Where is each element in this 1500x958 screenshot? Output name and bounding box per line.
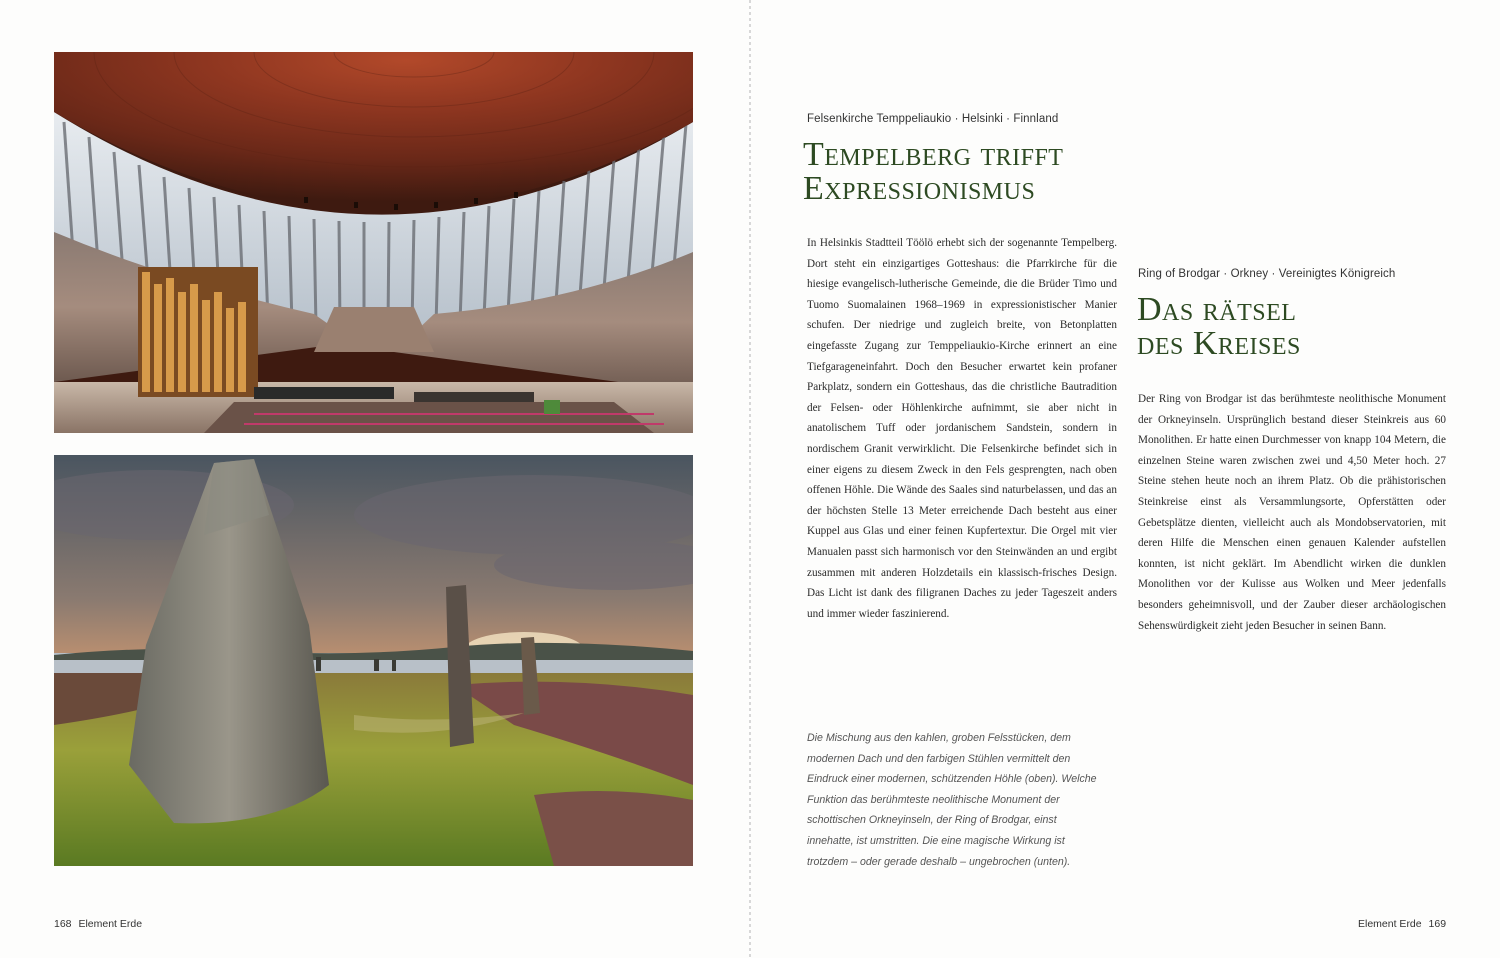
article2-body: Der Ring von Brodgar ist das berühmteste neolithische Monument der Orkneyinseln. Ursprünglich bestand dieser Steinkreis aus 60 Monolithen. Er hatte einen Durchmesser von knapp 104 Metern, die einzelnen Steine waren zwischen zwei und 4,50 Meter hoch. 27 Steine stehen heute noch an ihrem Platz. Ob die prähistorischen Steinkreise einst als Versammlungsorte, Opferstätten oder Gebetsplätze dienten, vielleicht auch als Mondobservatorien, mit deren Hilfe die Menschen einen genauen Kalender aufstellen konnten, ist nicht geklärt. Im Abendlicht wirken die dunklen Monolithen vor der Kulisse aus Wolken und Meer jedenfalls besonders geheimnisvoll, und der Zauber dieser archäologischen Sehenswürdigkeit zieht jeden Besucher in seinen Bann. [1138, 393, 1446, 632]
rock-church-photo [54, 52, 693, 433]
left-page [0, 0, 749, 958]
article1-title-line1: Tempelberg trifft [803, 136, 1064, 173]
article1-kicker: Felsenkirche Temppeliaukio · Helsinki · Finnland [807, 113, 1059, 125]
right-page [751, 0, 1500, 958]
standing-stones-illustration [54, 455, 693, 866]
article1-title-line2: Expressionismus [803, 170, 1036, 207]
rock-church-illustration [54, 52, 693, 433]
right-folio [1358, 918, 1446, 930]
article1-title [803, 138, 1063, 206]
article2-title-line2: des Kreises [1137, 325, 1301, 362]
left-page-number: 168 [54, 918, 72, 930]
right-page-number: 169 [1428, 918, 1447, 930]
right-section-label: Element Erde [1358, 918, 1422, 930]
article2-title-line1: Das rätsel [1137, 291, 1297, 328]
left-folio [54, 918, 142, 930]
photo-caption: Die Mischung aus den kahlen, groben Felsstücken, dem modernen Dach und den farbigen Stühlen vermittelt den Eindruck einer modernen, schützenden Höhle (oben). Welche Funktion das berühmteste neolithische Monument der schottischen Orkneyinseln, der Ring of Brodgar, einst innehatte, ist umstritten. Die eine magische Wirkung ist trotzdem – oder gerade deshalb – ungebrochen (unten). [807, 732, 1097, 868]
article2-title [1137, 293, 1301, 361]
article2-kicker: Ring of Brodgar · Orkney · Vereinigtes Königreich [1138, 268, 1396, 280]
standing-stones-photo [54, 455, 693, 866]
article1-body: In Helsinkis Stadtteil Töölö erhebt sich der sogenannte Tempelberg. Dort steht ein einzigartiges Gotteshaus: die Pfarrkirche für die hiesige evangelisch-lutherische Gemeinde, die die Brüder Timo und Tuomo Suomalainen 1968–1969 in expressionistischer Manier schufen. Der niedrige und zugleich breite, von Betonplatten eingefasste Zugang zur Temppeliaukio-Kirche erinnert an eine Tiefgarageneinfahrt. Doch den Besucher erwartet kein profaner Parkplatz, sondern ein Gotteshaus, das die christliche Bautradition der Felsen- oder Höhlenkirche aufnimmt, sie aber nicht in anatolischem Tuff oder jordanischem Sandstein, sondern in nordischem Granit verwirklicht. Die Felsenkirche befindet sich in einer eigens zu diesem Zweck in den Fels gesprengten, nach oben offenen Höhle. Die Wände des Saales sind naturbelassen, und das an der höchsten Stelle 13 Meter erreichende Dach besteht aus einer Kuppel aus Glas und einer feinen Kupfertextur. Die Orgel mit vier Manualen passt sich harmonisch vor den Steinwänden an und ergibt zusammen mit anderen Holzdetails ein klassisch-frisches Design. Das Licht ist dank des filigranen Daches zu jeder Tageszeit anders und immer wieder faszinierend. [807, 237, 1117, 620]
left-section-label: Element Erde [78, 918, 143, 930]
